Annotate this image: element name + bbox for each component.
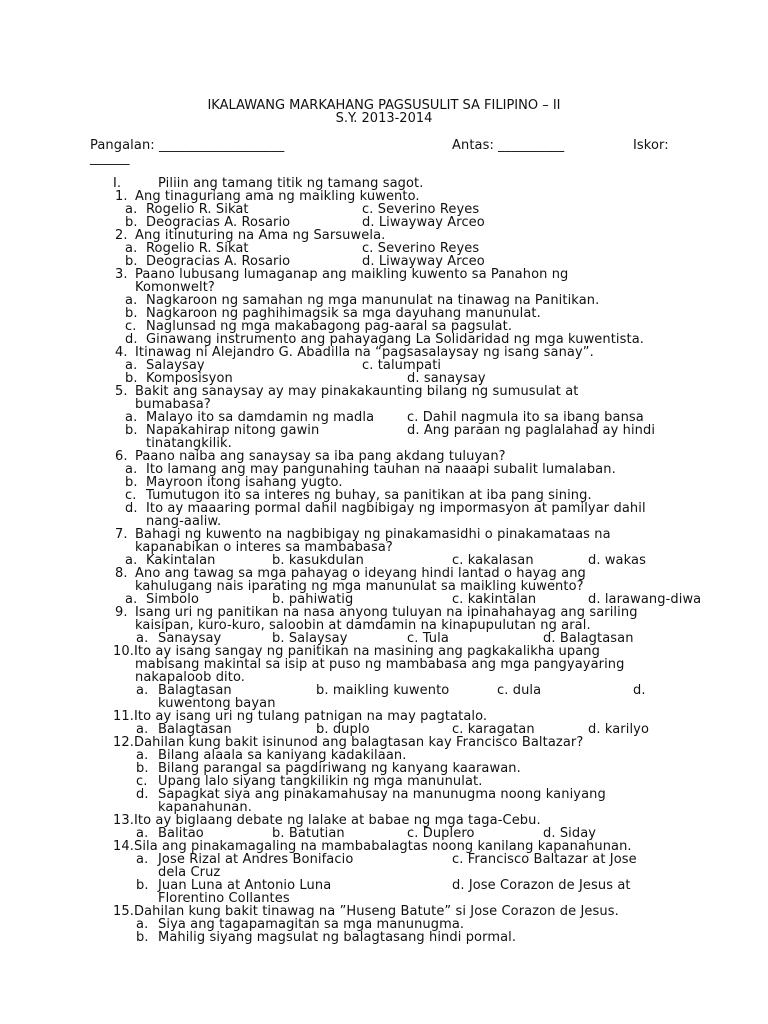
question-text: mabisang makintal sa isip at puso ng mambabasa ang mga pangyayaring [135,657,625,672]
choice-letter: c. [125,488,137,503]
school-year: S.Y. 2013-2014 [335,111,433,126]
choice-text: c. karagatan [452,722,535,737]
question-number: 1. [115,189,128,204]
choice-letter: a. [136,852,149,867]
question-text: kahulugang nais iparating ng mga manunulat sa maikling kuwento? [135,579,584,594]
question-text: 15.Dahilan kung bakit tinawag na ”Huseng Batute” si Jose Corazon de Jesus. [113,904,619,919]
section-field: Antas: __________ [452,138,565,153]
choice-text: d. karilyo [588,722,649,737]
exam-title: IKALAWANG MARKAHANG PAGSUSULIT SA FILIPINO – II [207,98,561,113]
choice-text: Sanaysay [158,631,222,646]
choice-text: Rogelio R. Sikat [146,241,249,256]
choice-letter: b. [136,878,149,893]
choice-letter: d. [125,332,138,347]
question-text: 12.Dahilan kung bakit isinunod ang balagtasan kay Francisco Baltazar? [113,735,584,750]
choice-letter: a. [136,631,149,646]
choice-text: c. Tula [407,631,449,646]
choice-text: c. talumpati [362,358,442,373]
choice-text: Ito ay maaaring pormal dahil nagbibigay ng impormasyon at pamilyar dahil [146,501,646,516]
question-text: Ano ang tawag sa mga pahayag o ideyang hindi lantad o hayag ang [135,566,586,581]
choice-text: Simbolo [146,592,199,607]
choice-text: d. sanaysay [407,371,486,386]
choice-text: Jose Rizal at Andres Bonifacio [158,852,354,867]
choice-text: Mahilig siyang magsulat ng balagtasang hindi pormal. [158,930,517,945]
choice-letter: d. [125,501,138,516]
question-text: kapanabikan o interes sa mambabasa? [135,540,393,555]
choice-text: kuwentong bayan [158,696,276,711]
choice-text: b. pahiwatig [272,592,354,607]
choice-text: d. Balagtasan [543,631,634,646]
question-text: Isang uri ng panitikan na nasa anyong tuluyan na ipinahahayag ang sariling [135,605,638,620]
choice-text: Ginawang instrumento ang pahayagang La Solidaridad ng mga kuwentista. [146,332,645,347]
choice-text: d. wakas [588,553,646,568]
choice-text: Ito lamang ang may pangunahing tauhan na naaapi subalit lumalaban. [146,462,616,477]
choice-text: d. larawang-diwa [588,592,702,607]
choice-letter: a. [136,917,149,932]
question-number: 5. [115,384,128,399]
choice-text: c. Dahil nagmula ito sa ibang bansa [407,410,644,425]
question-text: Paano naiba ang sanaysay sa iba pang akdang tuluyan? [135,449,506,464]
choice-letter: a. [136,748,149,763]
choice-letter: b. [125,371,138,386]
choice-letter: b. [125,423,138,438]
choice-letter: a. [125,553,138,568]
choice-text: Bilang parangal sa pagdiriwang ng kanyang kaarawan. [158,761,521,776]
choice-text: b. kasukdulan [272,553,364,568]
choice-text: d. Liwayway Arceo [362,215,485,230]
choice-letter: a. [125,410,138,425]
choice-text: nang-aaliw. [146,514,222,529]
question-text: bumabasa? [135,397,211,412]
score-field: Iskor: [633,138,669,153]
choice-text: Nagkaroon ng paghihimagsik sa mga dayuhang manunulat. [146,306,541,321]
choice-letter: c. [136,774,148,789]
choice-letter: b. [125,306,138,321]
question-text: Komonwelt? [135,280,215,295]
choice-text: Komposisyon [146,371,233,386]
question-text: Ang itinuturing na Ama ng Sarsuwela. [135,228,386,243]
choice-text: c. Severino Reyes [362,241,480,256]
question-text: Bahagi ng kuwento na nagbibigay ng pinakamasidhi o pinakamataas na [135,527,611,542]
choice-text: tinatangkilik. [146,436,232,451]
choice-text: d. Jose Corazon de Jesus at [452,878,631,893]
choice-text: c. Francisco Baltazar at Jose [452,852,637,867]
choice-text: Siya ang tagapamagitan sa mga manunugma. [158,917,465,932]
choice-letter: a. [136,826,149,841]
choice-text: c. Duplero [407,826,475,841]
choice-text: Mayroon itong isahang yugto. [146,475,343,490]
choice-text: b. Batutian [272,826,345,841]
choice-text: Balitao [158,826,204,841]
choice-letter: a. [136,683,149,698]
section-instruction: Piliin ang tamang titik ng tamang sagot. [158,176,424,191]
choice-text: Salaysay [146,358,205,373]
choice-text: b. Salaysay [272,631,348,646]
choice-text: Nagkaroon ng samahan ng mga manunulat na tinawag na Panitikan. [146,293,600,308]
choice-text: Tumutugon ito sa interes ng buhay, sa panitikan at iba pang sining. [146,488,592,503]
question-text: kaisipan, kuro-kuro, saloobin at damdamin na kinapupulutan ng aral. [135,618,591,633]
question-number: 4. [115,345,128,360]
choice-letter: a. [125,293,138,308]
choice-letter: c. [125,319,137,334]
choice-text: d. Siday [543,826,597,841]
question-number: 8. [115,566,128,581]
choice-text: Balagtasan [158,722,232,737]
question-number: 3. [115,267,128,282]
choice-text: Balagtasan [158,683,232,698]
choice-text: d. Ang paraan ng paglalahad ay hindi [407,423,656,438]
choice-text: Naglunsad ng mga makabagong pag-aaral sa pagsulat. [146,319,513,334]
choice-text: Florentino Collantes [158,891,290,906]
choice-text: c. dula [497,683,542,698]
choice-letter: a. [125,462,138,477]
choice-text: d. Liwayway Arceo [362,254,485,269]
choice-text: Deogracias A. Rosario [146,254,291,269]
choice-text: Bilang alaala sa kaniyang kadakilaan. [158,748,407,763]
choice-letter: b. [136,761,149,776]
choice-letter: d. [633,683,646,698]
question-number: 2. [115,228,128,243]
choice-text: c. Severino Reyes [362,202,480,217]
choice-text: kapanahunan. [158,800,252,815]
choice-letter: b. [125,254,138,269]
choice-text: Kakintalan [146,553,216,568]
choice-letter: d. [136,787,149,802]
choice-text: Napakahirap nitong gawin [146,423,320,438]
choice-text: b. duplo [316,722,370,737]
question-text: Ang tinaguriang ama ng maikling kuwento. [135,189,420,204]
choice-text: Upang lalo siyang tangkilikin ng mga manunulat. [158,774,483,789]
choice-letter: a. [125,202,138,217]
question-number: 9. [115,605,128,620]
question-text: Paano lubusang lumaganap ang maikling kuwento sa Panahon ng [135,267,569,282]
question-text: 13.Ito ay biglaang debate ng lalake at babae ng mga taga-Cebu. [113,813,541,828]
choice-text: c. kakalasan [452,553,534,568]
section-number: I. [113,176,122,191]
choice-text: Rogelio R. Sikat [146,202,249,217]
question-text: 11.Ito ay isang uri ng tulang patnigan na may pagtatalo. [113,709,488,724]
choice-letter: b. [125,215,138,230]
question-text: nakapaloob dito. [135,670,246,685]
question-text: Bakit ang sanaysay ay may pinakakaunting bilang ng sumusulat at [135,384,579,399]
choice-letter: a. [125,592,138,607]
choice-text: Malayo ito sa damdamin ng madla [146,410,375,425]
question-text: Itinawag ni Alejandro G. Abadilla na “pagsasalaysay ng isang sanay”. [135,345,594,360]
choice-text: Juan Luna at Antonio Luna [158,878,332,893]
choice-letter: b. [125,475,138,490]
choice-text: b. maikling kuwento [316,683,450,698]
choice-text: Sapagkat siya ang pinakamahusay na manunugma noong kaniyang [158,787,606,802]
choice-letter: a. [125,241,138,256]
question-text: 10.Ito ay isang sangay ng panitikan na masining ang pagkakalikha upang [113,644,600,659]
choice-text: dela Cruz [158,865,221,880]
question-number: 7. [115,527,128,542]
score-line: ______ [90,151,130,166]
question-number: 6. [115,449,128,464]
choice-text: c. kakintalan [452,592,537,607]
choice-letter: b. [136,930,149,945]
choice-text: Deogracias A. Rosario [146,215,291,230]
choice-letter: a. [125,358,138,373]
name-field: Pangalan: ___________________ [90,138,285,153]
question-text: 14.Sila ang pinakamagaling na mambabalagtas noong kanilang kapanahunan. [113,839,632,854]
choice-letter: a. [136,722,149,737]
